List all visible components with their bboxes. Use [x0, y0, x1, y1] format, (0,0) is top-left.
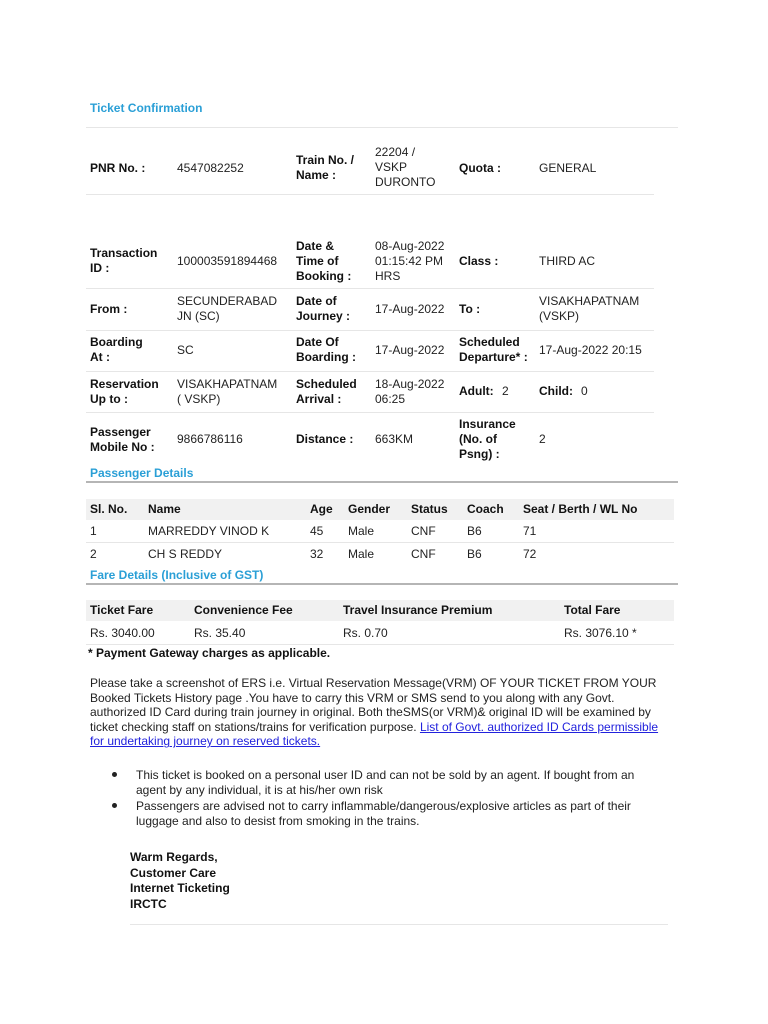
- to-value: [539, 294, 639, 324]
- id-cards-link[interactable]: List of Govt. authorized ID Cards permissible for undertaking journey on reserved tickets.: [90, 719, 659, 749]
- table-cell: 45: [310, 524, 324, 538]
- section-divider: [86, 583, 678, 585]
- table-cell: 72: [523, 547, 537, 561]
- booking-time-value-line: 08-Aug-2022: [375, 239, 445, 253]
- table-cell: CNF: [411, 524, 436, 538]
- train-label: [296, 153, 354, 183]
- table-cell: CH S REDDY: [148, 547, 223, 561]
- journey-date-value: 17-Aug-2022: [375, 302, 445, 316]
- passenger-section-title: Passenger Details: [90, 466, 194, 480]
- train-value-line: VSKP: [375, 160, 408, 174]
- boarding-label-line: Boarding: [90, 335, 143, 349]
- insurance-label-line: Psng) :: [459, 447, 500, 461]
- to-value-line: VISAKHAPATNAM: [539, 294, 640, 308]
- table-cell: Male: [348, 524, 375, 538]
- bullet-icon: [112, 803, 117, 808]
- boarding-value: SC: [177, 343, 194, 357]
- page-title: Ticket Confirmation: [90, 101, 203, 115]
- column-header: Coach: [467, 502, 504, 516]
- mobile-label-line: Mobile No :: [90, 440, 155, 454]
- insurance-label-line: (No. of: [459, 432, 497, 446]
- transaction-value: 100003591894468: [177, 254, 278, 268]
- payment-gateway-note: * Payment Gateway charges as applicable.: [88, 646, 331, 660]
- train-value-line: 22204 /: [375, 145, 416, 159]
- quota-label: Quota :: [459, 161, 501, 175]
- insurance-label-line: Insurance: [459, 417, 516, 431]
- child-value: 0: [581, 384, 588, 398]
- insurance-value: 2: [539, 432, 546, 446]
- table-cell: 71: [523, 524, 537, 538]
- row-divider: [86, 194, 654, 195]
- train-label-line: Name :: [296, 168, 337, 182]
- scheduled-arrival-label-line: Scheduled: [296, 377, 357, 391]
- booking-time-label-line: Booking :: [296, 269, 352, 283]
- table-cell: 32: [310, 547, 324, 561]
- train-label-line: Train No. /: [296, 153, 355, 167]
- section-divider: [86, 481, 678, 483]
- pnr-value: 4547082252: [177, 161, 244, 175]
- train-value: [375, 145, 435, 190]
- column-header: Convenience Fee: [194, 603, 293, 617]
- row-divider: [86, 288, 654, 289]
- transaction-label-line: Transaction: [90, 246, 158, 260]
- scheduled-departure-label-line: Departure* :: [459, 350, 528, 364]
- boarding-date-label-line: Boarding :: [296, 350, 356, 364]
- scheduled-arrival-label: [296, 377, 357, 407]
- distance-value: 663KM: [375, 432, 414, 446]
- booking-time-label-line: Date &: [296, 239, 335, 253]
- info-paragraph: [90, 676, 672, 749]
- insurance-premium-value: Rs. 0.70: [343, 626, 388, 640]
- list-item-text: Passengers are advised not to carry inflammable/dangerous/explosive articles as part of their luggage and also to desist from smoking in the trains.: [136, 799, 631, 828]
- table-cell: 2: [90, 547, 97, 561]
- row-divider: [86, 542, 674, 543]
- reservation-label-line: Reservation: [90, 377, 159, 391]
- row-divider: [86, 371, 654, 372]
- column-header: Ticket Fare: [90, 603, 154, 617]
- adult-value: 2: [502, 384, 509, 398]
- quota-value: GENERAL: [539, 161, 597, 175]
- signature-line: IRCTC: [130, 896, 167, 911]
- signature-block: [130, 850, 230, 912]
- scheduled-arrival-value: [375, 377, 444, 407]
- list-item: [108, 768, 664, 797]
- ticket-fare-value: Rs. 3040.00: [90, 626, 155, 640]
- table-cell: Male: [348, 547, 375, 561]
- boarding-label: [90, 335, 143, 365]
- from-value: [177, 294, 277, 324]
- train-value-line: DURONTO: [375, 175, 436, 189]
- convenience-fee-value: Rs. 35.40: [194, 626, 246, 640]
- advisory-list: [108, 768, 664, 830]
- booking-time-value-line: HRS: [375, 269, 401, 283]
- booking-time-value-line: 01:15:42 PM: [375, 254, 444, 268]
- signature-line: Customer Care: [130, 865, 217, 880]
- column-header: Name: [148, 502, 181, 516]
- reservation-label-line: Up to :: [90, 392, 128, 406]
- adult-label: Adult:: [459, 384, 494, 398]
- reservation-value: [177, 377, 277, 407]
- divider: [86, 127, 678, 128]
- booking-time-label: [296, 239, 351, 284]
- table-cell: B6: [467, 547, 482, 561]
- reservation-value-line: ( VSKP): [177, 392, 221, 406]
- journey-date-label-line: Date of: [296, 294, 337, 308]
- scheduled-departure-value: 17-Aug-2022 20:15: [539, 343, 642, 357]
- booking-time-label-line: Time of: [296, 254, 339, 268]
- from-label: From :: [90, 302, 128, 316]
- mobile-label-line: Passenger: [90, 425, 151, 439]
- transaction-label-line: ID :: [90, 261, 110, 275]
- table-cell: 1: [90, 524, 97, 538]
- column-header: Age: [310, 502, 333, 516]
- class-label: Class :: [459, 254, 499, 268]
- fare-section-title: Fare Details (Inclusive of GST): [90, 568, 264, 582]
- pnr-label: PNR No. :: [90, 161, 146, 175]
- class-value: THIRD AC: [539, 254, 596, 268]
- scheduled-arrival-value-line: 06:25: [375, 392, 406, 406]
- table-cell: B6: [467, 524, 482, 538]
- transaction-label: [90, 246, 157, 276]
- mobile-label: [90, 425, 155, 455]
- reservation-value-line: VISAKHAPATNAM: [177, 377, 278, 391]
- from-value-line: JN (SC): [177, 309, 220, 323]
- list-item-text: This ticket is booked on a personal user ID and can not be sold by an agent. If bought from an agent by any individual, it is at his/her own risk: [136, 768, 635, 797]
- row-divider: [86, 644, 674, 645]
- boarding-date-label-line: Date Of: [296, 335, 339, 349]
- distance-label: Distance :: [296, 432, 354, 446]
- signature-line: Warm Regards,: [130, 850, 218, 864]
- column-header: Seat / Berth / WL No: [523, 502, 638, 516]
- boarding-label-line: At :: [90, 350, 110, 364]
- child-label: Child:: [539, 384, 573, 398]
- info-text: Please take a screenshot of ERS i.e. Virtual Reservation Message(VRM) OF YOUR TICKET FROM YOUR Booked Tickets History page .You have to carry this VRM or SMS send to you along with any Govt. authorized ID Card during train journey in original. Both theSMS(or VRM)& original ID will be examined by ticket checking staff on stations/trains for verification purpose.: [90, 676, 657, 734]
- row-divider: [86, 412, 654, 413]
- bullet-icon: [112, 772, 117, 777]
- to-label: To :: [459, 302, 481, 316]
- column-header: Status: [411, 502, 448, 516]
- scheduled-arrival-value-line: 18-Aug-2022: [375, 377, 445, 391]
- column-header: Sl. No.: [90, 502, 128, 516]
- booking-time-value: [375, 239, 444, 284]
- to-value-line: (VSKP): [539, 309, 580, 323]
- boarding-date-label: [296, 335, 356, 365]
- column-header: Travel Insurance Premium: [343, 603, 493, 617]
- from-value-line: SECUNDERABAD: [177, 294, 278, 308]
- table-cell: CNF: [411, 547, 436, 561]
- insurance-label: [459, 417, 516, 462]
- column-header: Total Fare: [564, 603, 621, 617]
- boarding-date-value: 17-Aug-2022: [375, 343, 445, 357]
- signature-line: Internet Ticketing: [130, 881, 230, 895]
- scheduled-departure-label: [459, 335, 528, 365]
- column-header: Gender: [348, 502, 391, 516]
- footer-divider: [130, 924, 668, 925]
- journey-date-label: [296, 294, 350, 324]
- scheduled-departure-label-line: Scheduled: [459, 335, 520, 349]
- journey-date-label-line: Journey :: [296, 309, 351, 323]
- mobile-value: 9866786116: [177, 432, 243, 446]
- reservation-label: [90, 377, 159, 407]
- total-fare-value: Rs. 3076.10 *: [564, 626, 637, 640]
- scheduled-arrival-label-line: Arrival :: [296, 392, 342, 406]
- table-cell: MARREDDY VINOD K: [148, 524, 270, 538]
- list-item: [108, 799, 664, 828]
- row-divider: [86, 330, 654, 331]
